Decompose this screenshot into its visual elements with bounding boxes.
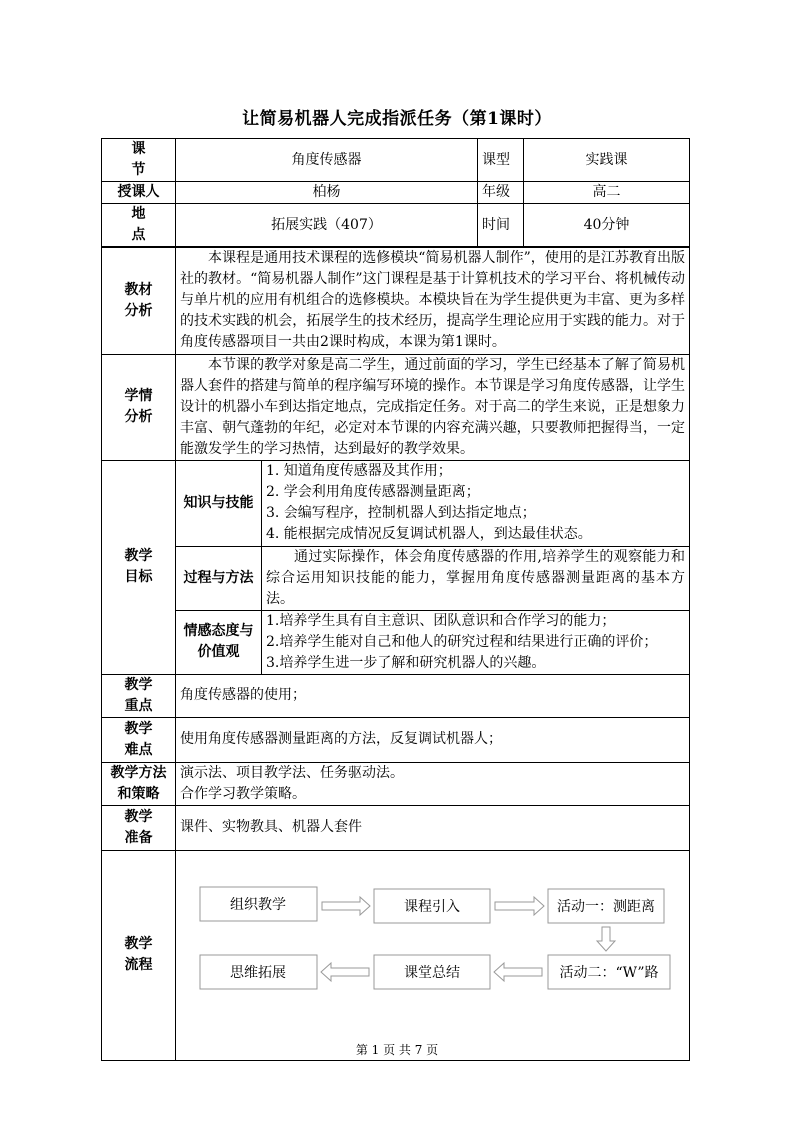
teacher-value: 柏杨: [176, 182, 478, 204]
preparation-text: 课件、实物教具、机器人套件: [176, 805, 690, 850]
textbook-analysis-label: 教材 分析: [102, 247, 176, 354]
process-method-label: 过程与方法: [176, 546, 262, 610]
flow-step-activity2: [548, 955, 670, 989]
list-item: 1.培养学生具有自主意识、团队意识和合作学习的能力；: [266, 612, 616, 629]
flow-step-extension: [200, 955, 317, 989]
flow-step-activity1: [548, 889, 664, 923]
place-value: 拓展实践（407）: [176, 204, 478, 248]
key-point-label: 教学 重点: [102, 674, 176, 717]
flow-arrow-down: [597, 927, 615, 951]
emotion-values-label: 情感态度与 价值观: [176, 610, 262, 674]
type-label: 课型: [478, 139, 524, 182]
lesson-plan-table: [101, 138, 690, 1061]
method-text: 演示法、项目教学法、任务驱动法。 合作学习教学策略。: [176, 762, 690, 805]
flow-step-intro: [374, 889, 490, 923]
student-analysis-text: 本节课的教学对象是高二学生，通过前面的学习，学生已经基本了解了简易机器人套件的搭建与简单的程序编写环境的操作。本节课是学习角度传感器，让学生设计的机器小车到达指定地点，完成指定任务。对于高二的学生来说，正是想象力丰富、朝气蓬勃的年纪，必定对本节课的内容充满兴趣，只要教师把握得当，一定能激发学生的学习热情，达到最好的教学效果。: [176, 354, 690, 460]
list-item: 3. 会编写程序，控制机器人到达指定地点；: [266, 505, 536, 521]
grade-value: 高二: [524, 182, 690, 204]
teaching-flow-diagram: [176, 850, 690, 1060]
flow-step-label: 课堂总结: [404, 965, 460, 981]
teacher-label: 授课人: [102, 182, 176, 204]
flow-arrow-left: [321, 963, 369, 981]
list-item: 2.培养学生能对自己和他人的研究过程和结果进行正确的评价；: [266, 633, 658, 650]
method-label: 教学方法 和策略: [102, 762, 176, 805]
emotion-values-list: [262, 610, 690, 674]
time-label: 时间: [478, 204, 524, 248]
place-label: 地 点: [102, 204, 176, 248]
textbook-analysis-text: 本课程是通用技术课程的选修模块“简易机器人制作”，使用的是江苏教育出版社的教材。“简易机器人制作”这门课程是基于计算机技术的学习平台、将机械传动与单片机的应用有机组合的选修模块。本模块旨在为学生提供更为丰富、更为多样的技术实践的机会，拓展学生的技术经历，提高学生理论应用于实践的能力。对于角度传感器项目一共由2课时构成，本课为第1课时。: [176, 247, 690, 354]
flow-step-organize: [200, 887, 317, 921]
page-footer: 第 1 页 共 7 页: [355, 1043, 439, 1057]
teaching-flow-label: 教学 流程: [102, 850, 176, 1060]
difficulty-text: 使用角度传感器测量距离的方法，反复调试机器人；: [176, 717, 690, 762]
flow-diagram-svg: [176, 851, 689, 1059]
type-value: 实践课: [524, 139, 690, 182]
flow-step-label: 活动一：测距离: [557, 899, 655, 915]
lesson-value: 角度传感器: [176, 139, 478, 182]
key-point-text: 角度传感器的使用；: [176, 674, 690, 717]
grade-label: 年级: [478, 182, 524, 204]
list-item: 2. 学会利用角度传感器测量距离；: [266, 484, 480, 500]
flow-arrow-left: [494, 963, 542, 981]
document-title: 让简易机器人完成指派任务（第1课时）: [242, 109, 552, 129]
process-method-text: 通过实际操作，体会角度传感器的作用,培养学生的观察能力和综合运用知识技能的能力，掌握用角度传感器测量距离的基本方法。: [262, 546, 690, 610]
time-value: 40分钟: [524, 204, 690, 248]
flow-step-label: 活动二：“W”路: [559, 965, 659, 981]
preparation-label: 教学 准备: [102, 805, 176, 850]
knowledge-skills-label: 知识与技能: [176, 460, 262, 546]
flow-step-label: 课程引入: [404, 899, 460, 915]
flow-step-summary: [374, 955, 490, 989]
flow-arrow-right: [495, 897, 544, 915]
list-item: 3.培养学生进一步了解和研究机器人的兴趣。: [266, 654, 546, 671]
knowledge-skills-list: [262, 460, 690, 546]
teaching-goals-label: 教学 目标: [102, 460, 176, 674]
flow-arrow-right: [322, 897, 370, 915]
list-item: 1. 知道角度传感器及其作用；: [266, 463, 452, 479]
difficulty-label: 教学 难点: [102, 717, 176, 762]
flow-step-label: 组织教学: [230, 897, 286, 913]
lesson-label: 课 节: [102, 139, 176, 182]
list-item: 4. 能根据完成情况反复调试机器人，到达最佳状态。: [266, 526, 592, 542]
student-analysis-label: 学情 分析: [102, 354, 176, 460]
flow-step-label: 思维拓展: [230, 965, 286, 981]
